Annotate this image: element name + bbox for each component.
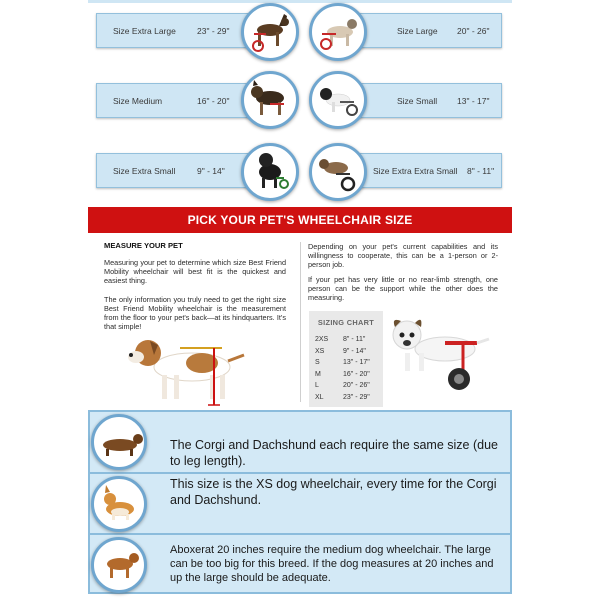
size-name: Size Extra Extra Small	[373, 166, 458, 176]
size-code: XS	[315, 347, 325, 355]
size-range: 9" - 14"	[343, 347, 366, 355]
tiny-dog-wheelchair-icon	[312, 146, 364, 198]
corgi-photo	[91, 476, 147, 532]
right-paragraph-2: If your pet has very little or no rear-limb strength, one person can be the support while the other does the measuring.	[308, 275, 498, 302]
size-range: 16" - 20"	[343, 370, 370, 378]
size-range: 13" - 17"	[343, 359, 370, 366]
dog-photo-large	[309, 3, 367, 61]
size-range: 23" - 29"	[197, 26, 230, 36]
dog-photo-xl	[241, 3, 299, 61]
puppy-wheelchair-photo	[385, 313, 501, 397]
size-range: 8" - 11"	[467, 166, 495, 176]
column-divider	[300, 242, 301, 402]
dog-photo-xs	[241, 143, 299, 201]
dachshund-photo	[91, 414, 147, 470]
note-xs-wheelchair: This size is the XS dog wheelchair, every time for the Corgi and Dachshund.	[170, 477, 497, 507]
size-range: 20" - 26"	[457, 26, 490, 36]
sizing-chart	[309, 311, 383, 407]
boxer-icon	[94, 540, 146, 592]
size-name: Size Extra Small	[113, 166, 176, 176]
size-code: 2XS	[315, 336, 329, 343]
size-name: Size Small	[397, 96, 438, 106]
corgi-icon	[94, 479, 146, 531]
husky-wheelchair-icon	[312, 6, 364, 58]
top-rule	[88, 0, 512, 3]
size-name: Size Medium	[113, 96, 163, 106]
size-range: 8" - 11"	[343, 336, 366, 343]
shepherd-wheelchair-icon	[244, 6, 296, 58]
sizing-chart-title: SIZING CHART	[317, 318, 375, 327]
size-range: 13" - 17"	[457, 96, 490, 106]
dog-photo-medium	[241, 71, 299, 129]
size-range: 20" - 26"	[343, 382, 370, 389]
dog-photo-xxs	[309, 143, 367, 201]
right-paragraph-1: Depending on your pet's current capabilities and its willingness to cooperate, this can be a 1-person or 2-person job.	[308, 242, 498, 269]
black-dog-wheelchair-icon	[244, 146, 296, 198]
size-code: L	[315, 382, 319, 389]
size-code: M	[315, 370, 321, 378]
size-code: XL	[315, 393, 324, 401]
note-boxer-size: Aboxerat 20 inches require the medium dog wheelchair. The large can be too big for this breed. If the dog measures at 20 inches and up the large should be adequate.	[170, 544, 494, 584]
note-corgi-dachshund-size: The Corgi and Dachshund each require the same size (due to leg length).	[170, 438, 498, 468]
dog-photo-small	[309, 71, 367, 129]
boxer-photo	[91, 537, 147, 593]
size-name: Size Large	[397, 26, 438, 36]
size-range: 23" - 29"	[343, 393, 370, 401]
measure-paragraph-2: The only information you truly need to get the right size Best Friend Mobility wheelchair is the measurement from the floor to your pet's back—at its hindquarters. It's that simple!	[104, 295, 286, 331]
size-name: Size Extra Large	[113, 26, 176, 36]
measure-paragraph-1: Measuring your pet to determine which size Best Friend Mobility wheelchair will best fit is the quickest and easiest thing.	[104, 258, 286, 285]
dachshund-icon	[94, 417, 146, 469]
page-title-banner: PICK YOUR PET'S WHEELCHAIR SIZE	[88, 207, 512, 233]
size-range: 9" - 14"	[197, 166, 225, 176]
shepherd-medium-icon	[244, 74, 296, 126]
dog-measure-illustration	[120, 331, 260, 409]
size-code: S	[315, 359, 320, 366]
panel-divider-1	[88, 472, 512, 474]
panel-divider-2	[88, 533, 512, 535]
small-dog-wheelchair-icon	[312, 74, 364, 126]
measure-heading: MEASURE YOUR PET	[104, 241, 183, 250]
size-range: 16" - 20"	[197, 96, 230, 106]
